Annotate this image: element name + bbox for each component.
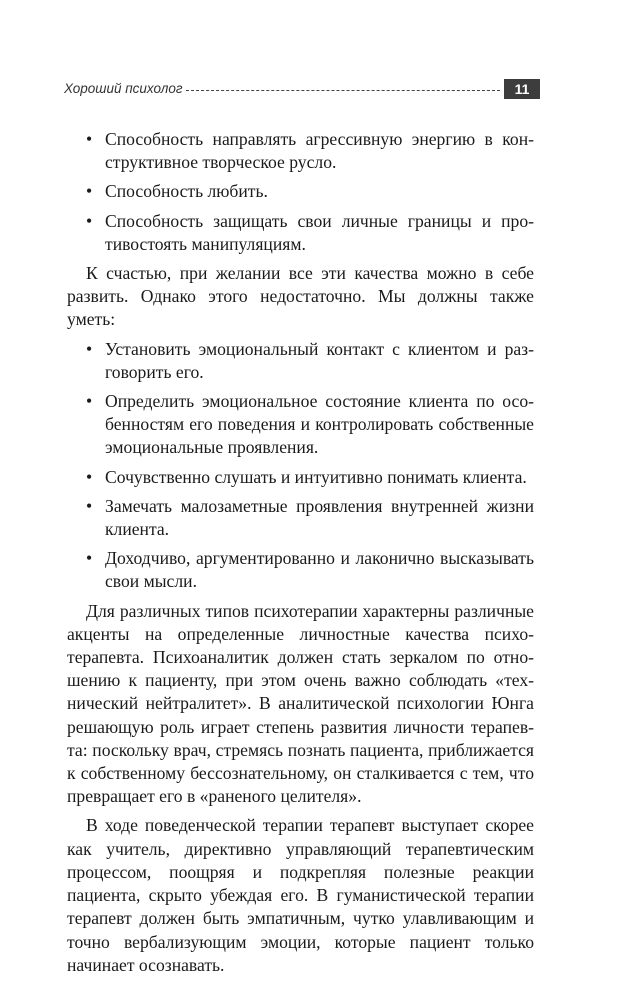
list-item [86, 466, 534, 489]
bullet-icon: • [86, 338, 93, 359]
list-item-text: Способность направлять агрессивную энергию в конструктивное творческое русло. [105, 129, 534, 173]
paragraph: В ходе поведенческой терапии терапевт выступает скорее как учитель, директивно управляющий терапевтическим процессом, поощряя и подкрепляя полезные реакции пациента, скрыто убеждая его. В гуманистической терапии терапевт должен быть эмпатичным, чутко улавливающим и точно вербализующим эмоции, которые пациент только начинает осознавать. [67, 815, 534, 975]
list-item [86, 547, 534, 593]
list-item [86, 180, 534, 203]
list-item-text: Сочувственно слушать и интуитивно понимать клиента. [105, 466, 527, 487]
bullet-icon: • [86, 495, 93, 516]
list-item [86, 128, 534, 174]
bullet-icon: • [86, 210, 93, 231]
bullet-icon: • [86, 391, 93, 412]
skills-list [86, 338, 534, 594]
list-item-text: Замечать малозаметные проявления внутренней жизни клиента. [105, 495, 534, 540]
list-item-text: Доходчиво, аргументированно и лаконично высказывать свои мысли. [105, 548, 534, 592]
bullet-icon: • [86, 129, 93, 149]
list-item-text: Определить эмоциональное состояние клиента по особенностям его поведения и контролировать собственные эмоциональные проявления. [105, 391, 534, 458]
bullet-icon: • [86, 181, 93, 202]
list-item-text: Установить эмоциональный контакт с клиентом и разговорить его. [105, 338, 534, 382]
list-item-text: Способность любить. [105, 181, 268, 202]
bullet-icon: • [86, 466, 93, 487]
list-item [86, 338, 534, 384]
list-item [86, 390, 534, 460]
paragraph: Для различных типов психотерапии характерны различные акценты на определенные личностные качества психотерапевта. Психоаналитик должен стать зеркалом по отношению к пациенту, при этом очень важно соблюдать «технический нейтралитет». В аналитической психологии Юнга решающую роль играет степень развития личности терапевта: поскольку врач, стремясь познать пациента, приближается к собственному бессознательному, он сталкивается с тем, что превращает его в «раненого целителя». [67, 600, 534, 807]
qualities-list [86, 128, 534, 256]
page-number: 11 [504, 79, 540, 99]
bullet-icon: • [86, 548, 93, 569]
running-title: Хороший психолог [64, 81, 183, 96]
list-item-text: Способность защищать свои личные границы и противостоять манипуляциям. [105, 210, 534, 254]
running-header [64, 80, 540, 100]
list-item [86, 495, 534, 541]
header-dashed-rule [186, 90, 500, 91]
paragraph: К счастью, при желании все эти качества можно в себе развить. Однако этого недостаточно. Мы должны также уметь: [67, 263, 534, 330]
page-body [67, 128, 534, 983]
list-item [86, 210, 534, 256]
